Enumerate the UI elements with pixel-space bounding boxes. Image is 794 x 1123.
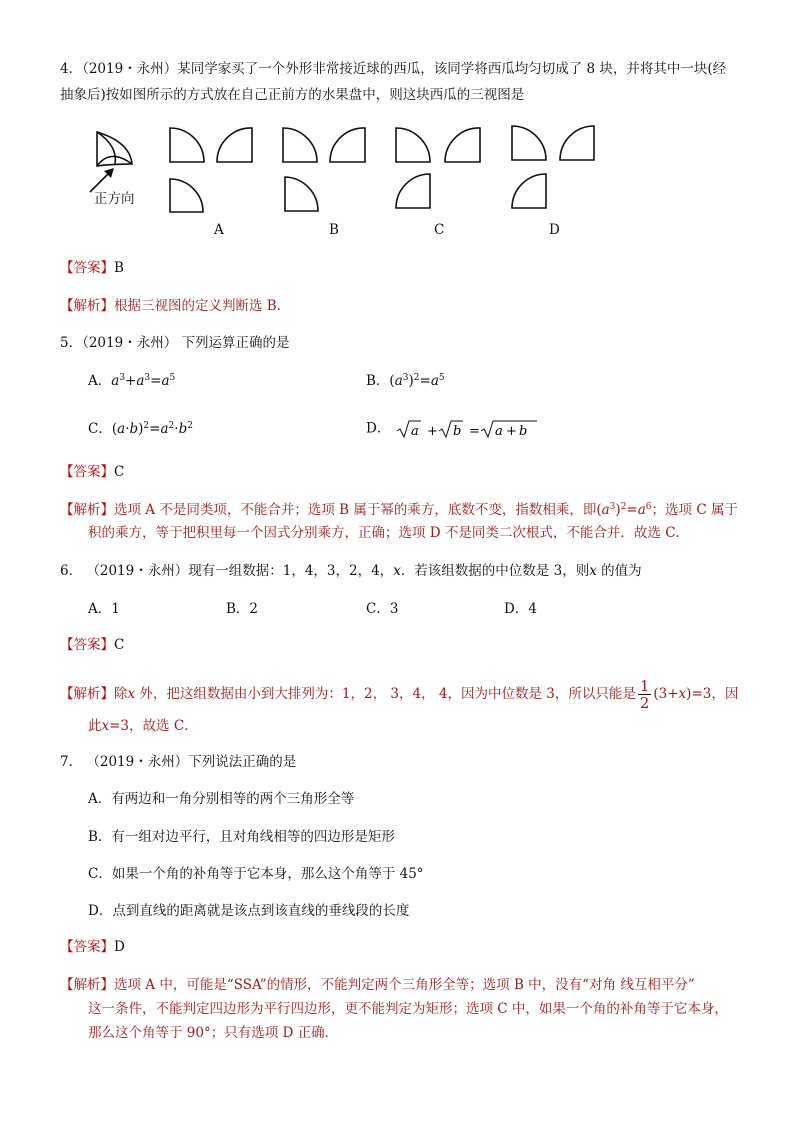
explanation-text: 除 <box>114 686 128 702</box>
svg-text:=: = <box>468 424 480 439</box>
q7-option-d: D．点到直线的距离就是该点到该直线的垂线段的长度 <box>88 903 410 919</box>
q5-option-b: B．$(a^3)^2=a^5$ <box>366 373 445 389</box>
q6-stem-part: 的值为 <box>596 563 642 579</box>
q7-stem: 7． （2019・永州）下列说法正确的是 <box>60 754 297 770</box>
option-letter: C． <box>88 421 112 437</box>
explanation-text: ；选项 C 属于 <box>651 502 738 518</box>
svg-text:+: + <box>505 424 517 439</box>
q4-explanation <box>60 297 290 315</box>
q4-figure <box>60 118 620 218</box>
q4-option-d-label: D <box>549 222 560 238</box>
melon-wedge-diagram <box>97 132 132 166</box>
explanation-text: )=3，因 <box>686 686 739 702</box>
explanation-text: (3+ <box>653 686 679 702</box>
q6-stem-part: ．若该组数据的中位数是 3，则 <box>400 563 590 579</box>
answer-value: B <box>114 260 124 276</box>
explanation-text: 选项 A 中，可能是“SSA”的情形，不能判定两个三角形全等；选项 B 中，没有“对角 线互相平分” <box>114 977 695 993</box>
svg-text:a: a <box>494 424 503 439</box>
q7-explanation-line3: 那么这个角等于 90°；只有选项 D 正确． <box>88 1025 339 1041</box>
q4-option-b-label: B <box>329 222 339 238</box>
q6-option-b: B．2 <box>226 601 259 617</box>
option-c-views <box>396 128 480 208</box>
option-letter: D． <box>366 420 391 437</box>
explanation-tag: 【解析】 <box>60 298 114 314</box>
option-d-views <box>512 126 594 208</box>
sqrt-expression <box>395 418 545 440</box>
q7-answer <box>60 938 125 956</box>
q4-stem-line1: 4．（2019・永州）某同学家买了一个外形非常接近球的西瓜，该同学将西瓜均匀切成了 8 块，并将其中一块(经 <box>60 61 727 77</box>
q7-option-a: A．有两边和一角分别相等的两个三角形全等 <box>88 791 355 807</box>
answer-value: C <box>114 637 125 653</box>
q6-option-d: D．4 <box>504 601 537 617</box>
q4-stem-line2: 抽象后)按如图所示的方式放在自己正前方的水果盘中，则这块西瓜的三视图是 <box>60 87 525 103</box>
q5-answer <box>60 463 124 481</box>
answer-tag: 【答案】 <box>60 260 114 276</box>
answer-value: C <box>114 464 125 480</box>
explanation-text: =3，故选 C． <box>109 718 198 734</box>
q4-option-a-label: A <box>214 222 224 238</box>
q6-option-a: A．1 <box>88 601 120 617</box>
explanation-text: 外，把这组数据由小到大排列为：1，2， 3，4， 4，因为中位数是 3，所以只能是 <box>135 686 636 702</box>
q6-explanation-line2: 此x=3，故选 C． <box>88 718 198 734</box>
direction-label: 正方向 <box>94 191 135 207</box>
explanation-tag: 【解析】 <box>60 686 114 702</box>
svg-text:b: b <box>452 424 461 439</box>
answer-tag: 【答案】 <box>60 464 114 480</box>
q7-explanation-line1 <box>60 976 695 994</box>
svg-text:a: a <box>410 424 419 439</box>
option-b-views <box>283 128 365 211</box>
q5-explanation-line2: 积的乘方，等于把积里每一个因式分别乘方，正确；选项 D 不是同类二次根式，不能合并．故选 C． <box>88 525 690 541</box>
svg-text:+: + <box>426 424 438 439</box>
option-a-views <box>170 128 252 212</box>
svg-text:b: b <box>518 424 527 439</box>
explanation-text: 选项 A 不是同类项，不能合并；选项 B 属于幂的乘方，底数不变，指数相乘，即( <box>114 502 602 518</box>
q5-stem: 5．（2019・永州） 下列运算正确的是 <box>60 335 290 351</box>
explanation-tag: 【解析】 <box>60 977 114 993</box>
q7-option-c: C．如果一个角的补角等于它本身，那么这个角等于 45° <box>88 866 424 882</box>
option-letter: A． <box>88 373 112 389</box>
q6-stem: 6． （2019・永州）现有一组数据：1，4，3，2，4，x．若该组数据的中位数是 3，则x 的值为 <box>60 563 642 579</box>
q6-explanation-line1: 【解析】除x 外，把这组数据由小到大排列为：1，2， 3，4， 4，因为中位数是 3，所以只能是 $\frac{1}{2}$ (3+x)=3，因 <box>60 677 739 712</box>
explanation-tag: 【解析】 <box>60 502 114 518</box>
q5-option-a: A．$a^3+a^3=a^5$ <box>88 373 176 389</box>
q5-option-c: C．$(a\cdot b)^2=a^2\cdot b^2$ <box>88 421 193 437</box>
answer-tag: 【答案】 <box>60 637 114 653</box>
q4-answer <box>60 259 124 277</box>
one-half-fraction: $\frac{1}{2}$ <box>639 677 650 712</box>
q6-option-c: C．3 <box>366 601 399 617</box>
q6-answer <box>60 636 124 654</box>
explanation-text: 根据三视图的定义判断选 B． <box>114 298 291 314</box>
answer-tag: 【答案】 <box>60 939 114 955</box>
q6-stem-part: 6． （2019・永州）现有一组数据：1，4，3，2，4， <box>60 563 394 579</box>
q5-option-d <box>366 418 545 440</box>
q7-explanation-line2: 这一条件，不能判定四边形为平行四边形，更不能判定为矩形；选项 C 中，如果一个角的补角等于它本身， <box>88 1001 728 1017</box>
q7-option-b: B．有一组对边平行，且对角线相等的四边形是矩形 <box>88 829 395 845</box>
q5-explanation-line1: 【解析】选项 A 不是同类项，不能合并；选项 B 属于幂的乘方，底数不变，指数相乘，即$(a^3)^2=a^6$；选项 C 属于 <box>60 502 738 518</box>
option-letter: B． <box>366 373 390 389</box>
explanation-text: 此 <box>88 718 102 734</box>
q4-option-c-label: C <box>434 222 445 238</box>
answer-value: D <box>114 939 125 955</box>
